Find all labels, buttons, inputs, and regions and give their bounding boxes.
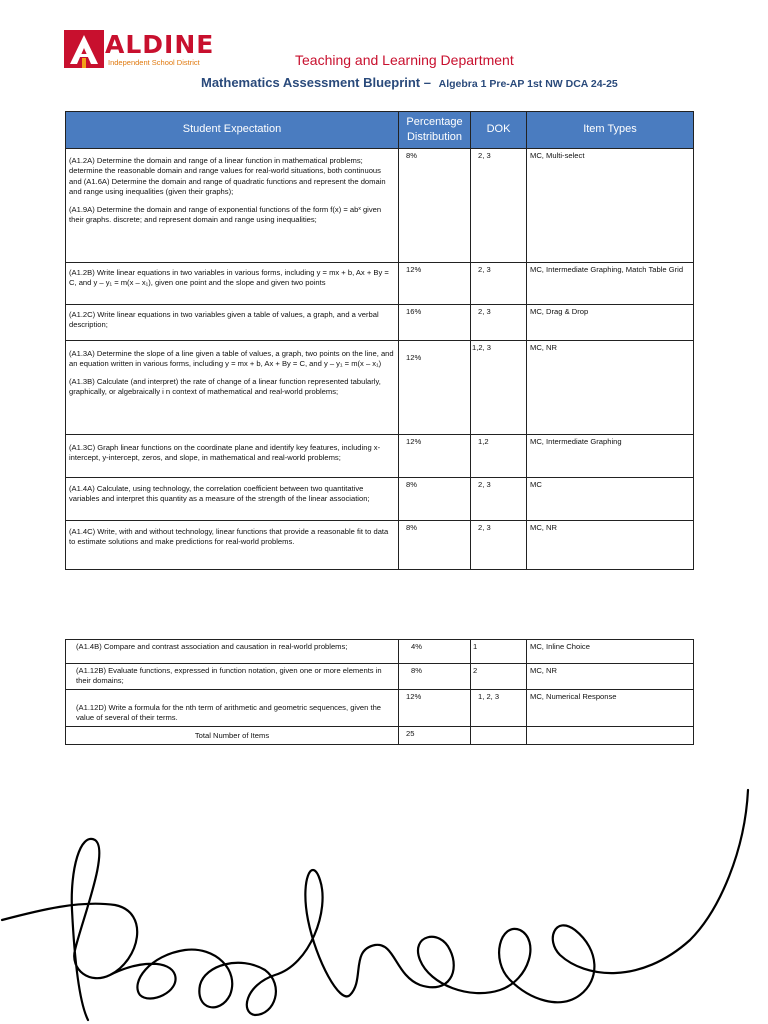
expectation-cell: [66, 435, 399, 478]
item-types-cell: MC: [527, 478, 694, 521]
percent-cell: 12%: [399, 690, 471, 727]
percent-cell: 12%: [399, 263, 471, 305]
handwritten-signature: [0, 770, 768, 1024]
department-title: Teaching and Learning Department: [295, 52, 514, 68]
percent-cell: 12%: [399, 435, 471, 478]
expectation-text: (A1.4A) Calculate, using technology, the correlation coefficient between two quantitative variables and interpret this quantity as a measure of the strength of the linear association;: [69, 484, 370, 504]
item-types-cell: MC, NR: [527, 521, 694, 570]
item-types-cell: MC, Numerical Response: [527, 690, 694, 727]
item-types-cell: MC, Multi-select: [527, 149, 694, 263]
blueprint-table: [65, 111, 694, 570]
item-types-cell: MC, Intermediate Graphing, Match Table Grid: [527, 263, 694, 305]
blueprint-label: Mathematics Assessment Blueprint –: [201, 75, 431, 90]
dok-cell: 2: [471, 664, 527, 690]
table-row: [66, 726, 694, 744]
expectation-text: (A1.3B) Calculate (and interpret) the rate of change of a linear function represented tabularly, graphically, or algebraically i n context of mathematical and real-world problems;: [69, 376, 381, 397]
table-row: [66, 664, 694, 690]
item-types-cell: MC, Inline Choice: [527, 640, 694, 664]
percent-cell: 8%: [399, 478, 471, 521]
expectation-cell: [66, 341, 399, 435]
expectation-text: (A1.2B) Write linear equations in two variables in various forms, including y = mx + b, Ax + By = C, and y – y₁ = m(x – x₁), given one point and the slope and given two points: [69, 268, 389, 288]
expectation-cell: (A1.12D) Write a formula for the nth term of arithmetic and geometric sequences, given the value of several of their terms.: [66, 690, 399, 727]
expectation-text: (A1.2C) Write linear equations in two variables given a table of values, a graph, and a verbal description;: [69, 310, 379, 330]
additional-standards-table: [65, 639, 694, 745]
item-types-cell: MC, NR: [527, 664, 694, 690]
dok-cell: 1,2, 3: [471, 341, 527, 435]
header-dok: DOK: [471, 112, 527, 149]
table-row: [66, 263, 694, 305]
empty-cell: [527, 726, 694, 744]
table-row: [66, 521, 694, 570]
dok-cell: 1,2: [471, 435, 527, 478]
item-types-cell: MC, Intermediate Graphing: [527, 435, 694, 478]
percent-cell: 16%: [399, 305, 471, 341]
total-label: Total Number of Items: [66, 726, 399, 744]
total-value: 25: [399, 726, 471, 744]
logo-name: ALDINE: [105, 30, 215, 59]
expectation-text: (A1.4C) Write, with and without technology, linear functions that provide a reasonable fit to data to estimate solutions and make predictions for real-world problems.: [69, 527, 389, 547]
expectation-cell: (A1.12B) Evaluate functions, expressed in function notation, given one or more elements in their domains;: [66, 664, 399, 690]
percent-cell: 4%: [399, 640, 471, 664]
expectation-cell: [66, 478, 399, 521]
table-row: [66, 640, 694, 664]
percent-cell: [399, 341, 471, 435]
expectation-cell: [66, 521, 399, 570]
aldine-a-icon: [64, 30, 104, 68]
dok-cell: 1, 2, 3: [471, 690, 527, 727]
header-item-types: Item Types: [527, 112, 694, 149]
percent-cell: 8%: [399, 664, 471, 690]
expectation-cell: [66, 263, 399, 305]
item-types-cell: MC, Drag & Drop: [527, 305, 694, 341]
percent-cell: 8%: [399, 149, 471, 263]
expectation-text: (A1.3A) Determine the slope of a line given a table of values, a graph, two points on the line, and an equation written in various forms, including y = mx + b, Ax + By = C, and y – y₁ = m(x – x₁): [69, 349, 394, 369]
logo-subtitle: Independent School District: [108, 58, 200, 67]
dok-cell: 2, 3: [471, 305, 527, 341]
item-types-cell: MC, NR: [527, 341, 694, 435]
blueprint-title: [201, 75, 618, 90]
signature-stroke: [2, 790, 748, 1020]
expectation-text: (A1.3C) Graph linear functions on the coordinate plane and identify key features, including x-intercept, y-intercept, zeros, and slope, in mathematical and real-world problems;: [69, 443, 381, 463]
course-label: Algebra 1 Pre-AP 1st NW DCA 24-25: [438, 78, 618, 90]
table-row: [66, 435, 694, 478]
aldine-logo: [64, 30, 244, 70]
dok-cell: 2, 3: [471, 263, 527, 305]
empty-cell: [471, 726, 527, 744]
percent-cell: 8%: [399, 521, 471, 570]
table-row: [66, 478, 694, 521]
dok-cell: 1: [471, 640, 527, 664]
dok-cell: 2, 3: [471, 521, 527, 570]
expectation-text: (A1.2A) Determine the domain and range of a linear function in mathematical problems; determine the reasonable domain and range values for real-world situations, both continuous and (A1.6A) Determine the domain and range of quadratic functions and represent the domain and range using inequalities (given their graphs);: [69, 156, 386, 197]
table-row: [66, 690, 694, 727]
header-student-expectation: Student Expectation: [66, 112, 399, 149]
expectation-cell: [66, 305, 399, 341]
expectation-cell: (A1.4B) Compare and contrast association and causation in real-world problems;: [66, 640, 399, 664]
percent-value: 12%: [406, 353, 422, 362]
table-row: [66, 341, 694, 435]
expectation-text: (A1.9A) Determine the domain and range of exponential functions of the form f(x) = abˣ given their graphs. discrete; and represent domain and range using inequalities;: [69, 204, 382, 225]
dok-cell: 2, 3: [471, 478, 527, 521]
table-row: [66, 149, 694, 263]
table-row: [66, 305, 694, 341]
expectation-cell: [66, 149, 399, 263]
dok-cell: 2, 3: [471, 149, 527, 263]
header-percentage: Percentage Distribution: [399, 112, 471, 149]
